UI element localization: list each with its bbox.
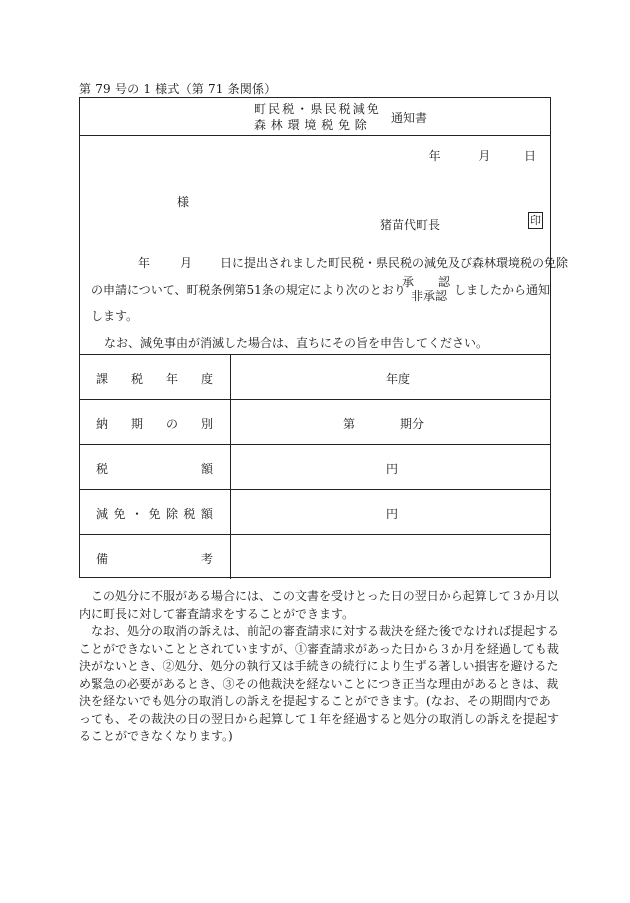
note-appeal: この処分に不服がある場合には、この文書を受けとった日の翌日から起算して３か月以内に町長に対して審査請求をすることができます。 (79, 589, 559, 621)
label-char: 除 (165, 507, 178, 521)
body-line-4: なお、減免事由が消滅した場合は、直ちにその旨を申告してください。 (104, 336, 489, 350)
body-line-1 (138, 254, 568, 271)
period-suffix: 期分 (400, 417, 425, 431)
label-char: 別 (200, 417, 213, 431)
label-char: 額 (200, 507, 213, 521)
approval-choice (402, 275, 456, 303)
title-line-2: 森林環境税免除 (254, 118, 372, 132)
note-lawsuit: なお、処分の取消の訴えは、前記の審査請求に対する裁決を経た後でなければ提起することができないこととされていますが、①審査請求があった日から３か月を経過しても裁決がないとき、②処分、処分の執行又は手続きの続行により生ずる著しい損害を避けるため緊急の必要があるとき、③その他裁決を経ないことにつき正当な理由があるときは、裁決を経ないでも処分の取消しの訴えを提起することができます。(なお、その期間内であっても、その裁決の日の翌日から起算して１年を経過すると処分の取消しの訴えを提起することができなくなります。) (79, 624, 560, 743)
notes (79, 588, 559, 746)
title-suffix: 通知書 (391, 111, 428, 125)
title-row (80, 98, 550, 136)
title-stack (254, 101, 381, 133)
label-char: 考 (200, 552, 213, 566)
body-line-2-tail: しましたから通知 (454, 283, 551, 297)
addressee-suffix: 様 (177, 195, 190, 209)
label-char: 税 (96, 462, 109, 476)
label-char: 免 (113, 507, 126, 521)
body-line-3: します。 (91, 309, 139, 323)
label-char: 免 (148, 507, 161, 521)
label-char: 税 (130, 372, 143, 386)
label-char: 期 (130, 417, 143, 431)
notification-form (79, 97, 569, 578)
label-char: の (165, 417, 178, 431)
date-line (429, 147, 536, 164)
detail-table (80, 354, 550, 578)
body-month: 月 (180, 256, 193, 270)
label-char: 年 (165, 372, 178, 386)
label-char: 納 (96, 417, 109, 431)
row-tax-amount (80, 445, 550, 490)
row-label (96, 505, 213, 522)
row-label (96, 550, 213, 567)
label-char: 備 (96, 552, 109, 566)
date-year: 年 (428, 149, 441, 163)
disapprove-option: 非承認 (411, 289, 448, 303)
date-day: 日 (523, 149, 536, 163)
tax-amount-unit: 円 (386, 462, 399, 476)
issuer-name: 猪苗代町長 (380, 218, 441, 232)
title-line-1: 町民税・県民税減免 (254, 102, 381, 116)
label-char: 度 (200, 372, 213, 386)
row-reduction-amount (80, 490, 550, 535)
row-remarks (80, 535, 550, 579)
form-number: 第 79 号の 1 様式（第 71 条関係） (79, 82, 277, 96)
body-line-1-rest: 日に提出されました町民税・県民税の減免及び森林環境税の免除 (220, 256, 569, 270)
row-payment-period (80, 400, 550, 445)
body-year: 年 (138, 256, 151, 270)
row-label (96, 370, 213, 387)
tax-year-value: 年度 (386, 372, 411, 386)
label-char: ・ (130, 507, 143, 521)
row-label (96, 460, 213, 477)
row-label (96, 415, 213, 432)
label-char: 課 (96, 372, 109, 386)
row-tax-year (80, 355, 550, 400)
label-char: 税 (183, 507, 196, 521)
date-month: 月 (478, 149, 491, 163)
label-char: 減 (96, 507, 109, 521)
period-prefix: 第 (343, 417, 356, 431)
seal-mark: 印 (530, 214, 541, 227)
reduction-amount-unit: 円 (386, 507, 399, 521)
label-char: 額 (200, 462, 213, 476)
body-line-2: の申請について、町税条例第51条の規定により次のとおり (91, 283, 406, 297)
approve-option: 承 認 (402, 275, 457, 289)
